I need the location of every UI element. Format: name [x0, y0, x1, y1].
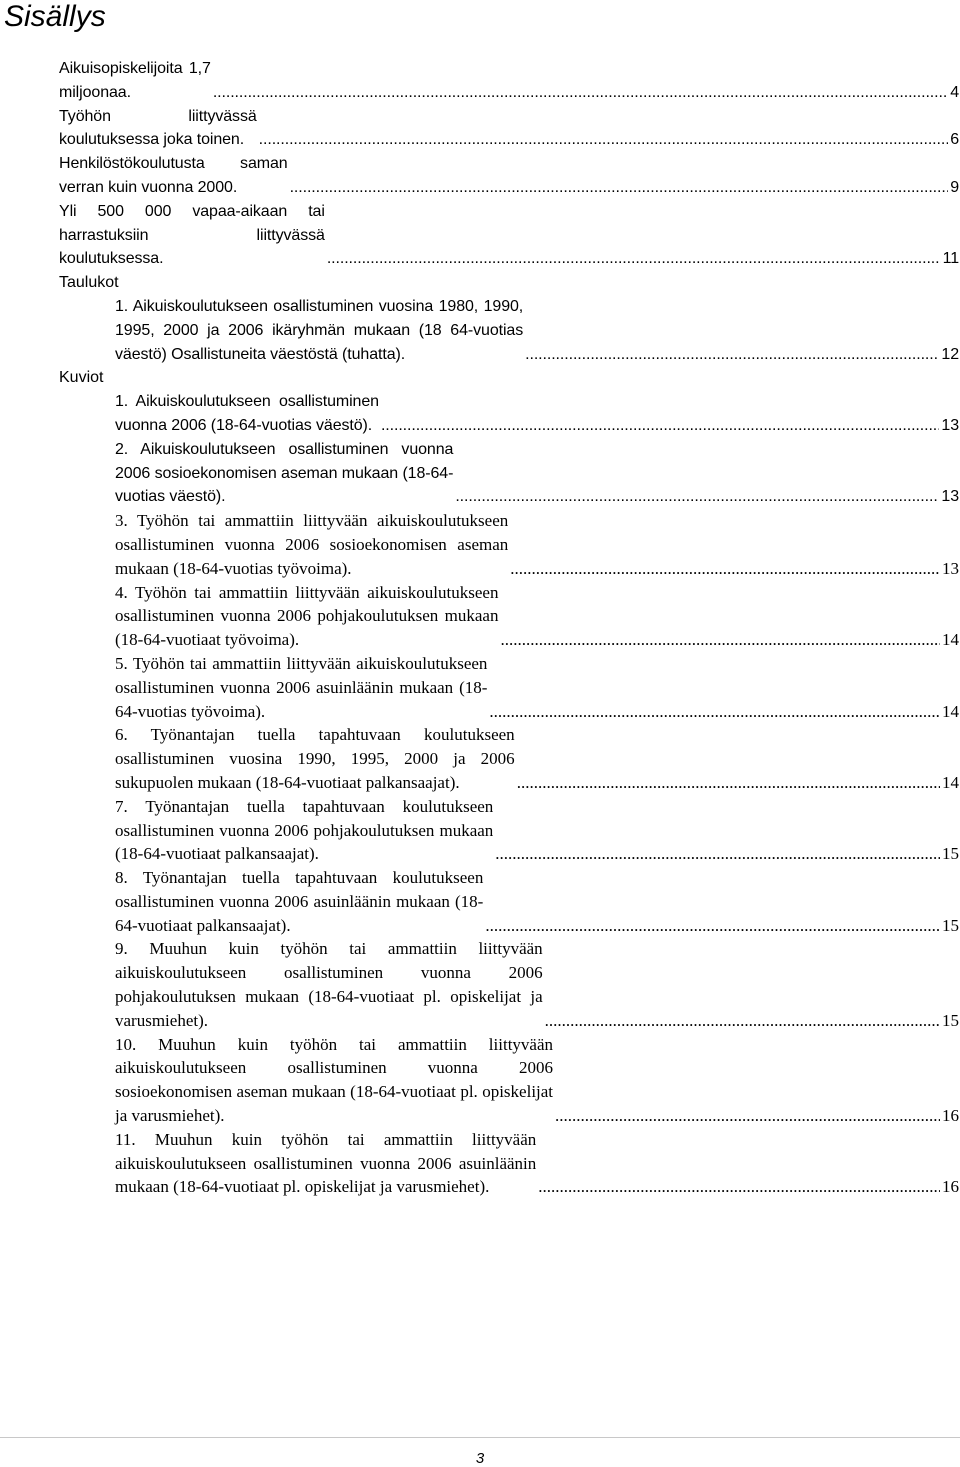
toc-entry-title: 7. Työnantajan tuella tapahtuvaan koulutukseen osallistuminen vuonna 2006 pohjakoulutuksen mukaan (18-64-vuotiaat palkansaajat).: [115, 796, 494, 864]
dot-leader: [545, 1009, 940, 1033]
toc-entry-title: 6. Työnantajan tuella tapahtuvaan koulutukseen osallistuminen vuosina 1990, 1995, 2000 ja 2006 sukupuolen mukaan (18-64-vuotiaat palkansaajat).: [115, 725, 515, 792]
toc-entry[interactable]: [115, 438, 959, 509]
toc-entry-page: 15: [942, 915, 959, 935]
toc-entry-title: Yli 500 000 vapaa-aikaan tai harrastuksiin liittyvässä koulutuksessa.: [59, 202, 325, 268]
toc-entry[interactable]: [59, 57, 959, 105]
toc-entry[interactable]: [115, 866, 959, 937]
toc-entry[interactable]: [115, 723, 959, 794]
dot-leader: [213, 81, 948, 105]
toc-entry-title: Työhön liittyvässä koulutuksessa joka toinen.: [59, 107, 257, 149]
toc-entry-title: 9. Muuhun kuin työhön tai ammattiin liittyvään aikuiskoulutukseen osallistuminen vuonna 2006 pohjakoulutuksen mukaan (18-64-vuotiaat pl. opiskelijat ja varusmiehet).: [115, 939, 543, 1030]
toc-entry-page: 14: [942, 772, 959, 792]
toc-entry[interactable]: [115, 937, 959, 1032]
toc-entry-page: 15: [942, 1010, 959, 1030]
toc-entry-page: 13: [941, 416, 959, 434]
toc-entry-title: 4. Työhön tai ammattiin liittyvään aikuiskoulutukseen osallistuminen vuonna 2006 pohjakoulutuksen mukaan (18-64-vuotiaat työvoima).: [115, 582, 499, 650]
toc-entry-page: 9: [950, 178, 959, 196]
table-of-contents: [59, 57, 959, 1199]
page-title: Sisällys: [4, 0, 106, 33]
toc-entry-title: Henkilöstökoulutusta saman verran kuin vuonna 2000.: [59, 155, 288, 196]
toc-entry[interactable]: [115, 581, 959, 652]
toc-entry-title: 3. Työhön tai ammattiin liittyvään aikuiskoulutukseen osallistuminen vuonna 2006 sosioekonomisen aseman mukaan (18-64-vuotias työvoima).: [115, 511, 509, 578]
toc-entry-title: 10. Muuhun kuin työhön tai ammattiin liittyvään aikuiskoulutukseen osallistuminen vuonna 2006 sosioekonomisen aseman mukaan (18-64-vuotiaat pl. opiskelijat ja varusmiehet).: [115, 1034, 554, 1126]
dot-leader: [495, 842, 940, 866]
toc-entry-title: 8. Työnantajan tuella tapahtuvaan koulutukseen osallistuminen vuonna 2006 asuinläänin mukaan (18-64-vuotiaat palkansaajat).: [115, 868, 484, 935]
footer-divider: [0, 1437, 960, 1438]
toc-entry[interactable]: [115, 295, 959, 366]
toc-entry-page: 13: [942, 558, 959, 578]
toc-entry-page: 14: [942, 630, 959, 650]
dot-leader: [455, 485, 939, 509]
toc-entry-page: 6: [950, 131, 959, 149]
dot-leader: [525, 343, 939, 367]
toc-entry-title: 1. Aikuiskoulutukseen osallistuminen vuonna 2006 (18-64-vuotias väestö).: [115, 393, 379, 434]
dot-leader: [381, 414, 939, 438]
toc-entry-title: 11. Muuhun kuin työhön tai ammattiin liittyvään aikuiskoulutukseen osallistuminen vuonna 2006 asuinläänin mukaan (18-64-vuotiaat pl. opiskelijat ja varusmiehet).: [115, 1129, 537, 1197]
dot-leader: [500, 628, 940, 652]
toc-section-heading: Kuviot: [59, 369, 104, 387]
dot-leader: [510, 557, 940, 581]
dot-leader: [290, 176, 949, 200]
dot-leader: [538, 1175, 940, 1199]
toc-entry[interactable]: [59, 200, 959, 271]
toc-entry-title: 5. Työhön tai ammattiin liittyvään aikuiskoulutukseen osallistuminen vuonna 2006 asuinläänin mukaan (18-64-vuotias työvoima).: [115, 653, 488, 721]
toc-entry-page: 16: [942, 1106, 959, 1126]
toc-entry-page: 4: [950, 83, 959, 101]
toc-entry-page: 13: [941, 488, 959, 506]
toc-entry[interactable]: [115, 795, 959, 866]
toc-entry[interactable]: [115, 1128, 959, 1199]
toc-entry[interactable]: [115, 652, 959, 723]
dot-leader: [327, 247, 941, 271]
toc-entry-title: Aikuisopiskelijoita 1,7 miljoonaa.: [59, 60, 211, 101]
dot-leader: [489, 700, 940, 724]
toc-entry-page: 14: [942, 701, 959, 721]
toc-entry[interactable]: [115, 390, 959, 438]
toc-section-heading: Taulukot: [59, 274, 119, 292]
page-number: 3: [475, 1450, 485, 1467]
toc-entry-page: 11: [942, 250, 959, 268]
dot-leader: [259, 128, 949, 152]
toc-entry[interactable]: [59, 152, 959, 200]
dot-leader: [485, 914, 940, 938]
toc-entry-page: 15: [942, 844, 959, 864]
dot-leader: [517, 771, 940, 795]
toc-entry-page: 16: [942, 1177, 959, 1197]
dot-leader: [555, 1104, 940, 1128]
toc-entry-title: 1. Aikuiskoulutukseen osallistuminen vuosina 1980, 1990, 1995, 2000 ja 2006 ikäryhmän mukaan (18 64-vuotias väestö) Osallistuneita väestöstä (tuhatta).: [115, 297, 524, 363]
toc-entry[interactable]: [115, 509, 959, 580]
toc-entry-page: 12: [941, 345, 959, 363]
toc-entry[interactable]: [115, 1033, 959, 1128]
toc-entry-title: 2. Aikuiskoulutukseen osallistuminen vuonna 2006 sosioekonomisen aseman mukaan (18-64-vuotias väestö).: [115, 440, 454, 506]
toc-entry[interactable]: [59, 105, 959, 153]
